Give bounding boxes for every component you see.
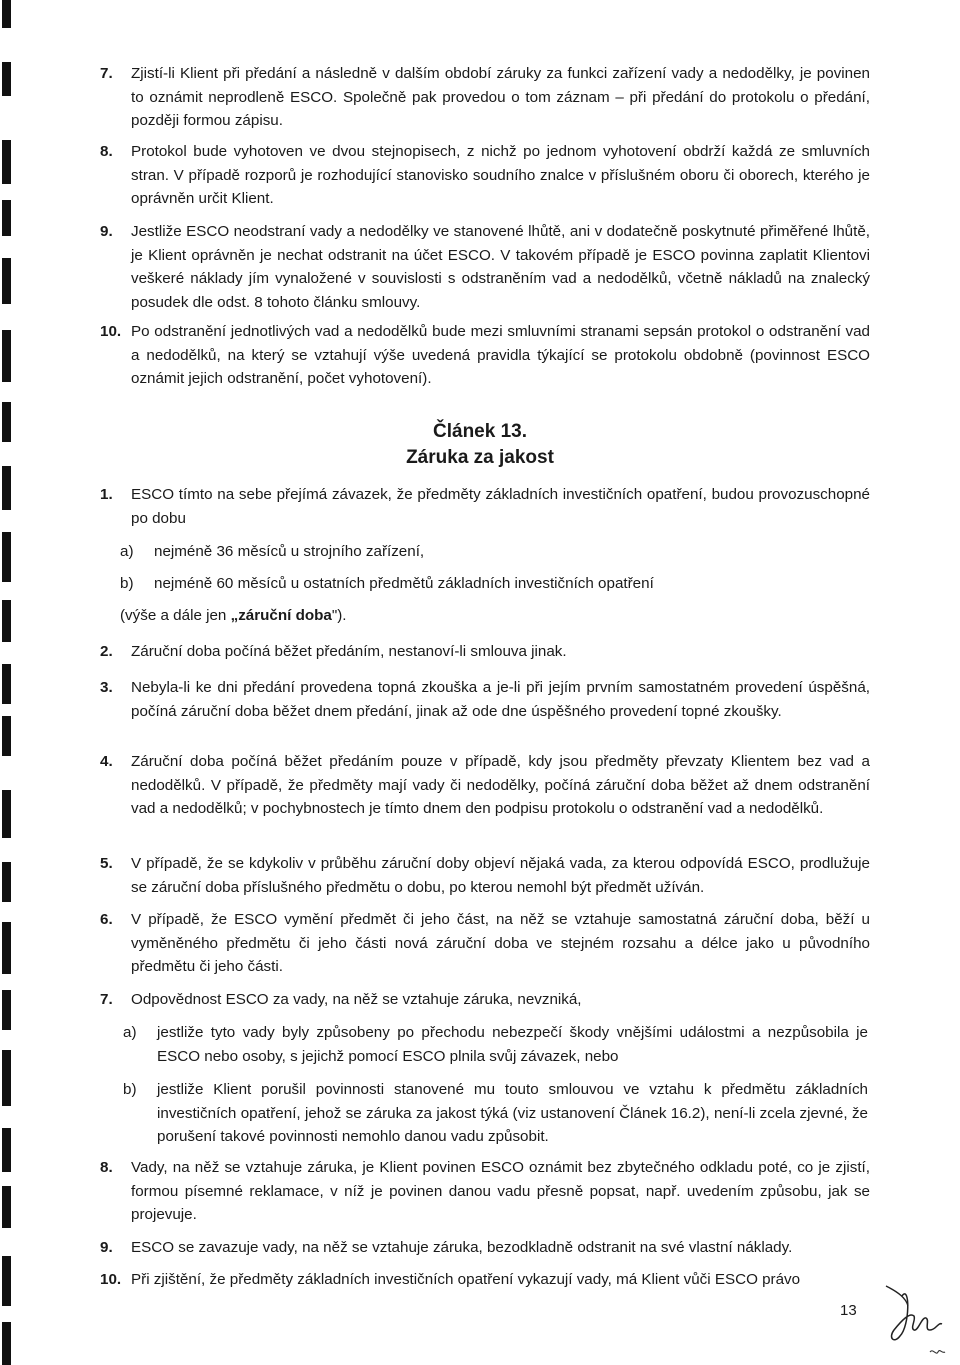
item-number: 6. xyxy=(100,911,113,928)
item-text: Záruční doba počíná běžet předáním, nestanoví-li smlouva jinak. xyxy=(131,643,567,660)
item-number: 9. xyxy=(100,1239,113,1256)
sub-item-text: nejméně 36 měsíců u strojního zařízení, xyxy=(154,543,425,560)
item-text: ESCO se zavazuje vady, na něž se vztahuje záruka, bezodkladně odstranit na své vlastní náklady. xyxy=(131,1239,793,1256)
page-number: 13 xyxy=(840,1302,857,1319)
article-number: Článek 13. xyxy=(433,421,527,442)
item-6 xyxy=(100,908,870,979)
item-number: 8. xyxy=(100,143,113,160)
item-number: 7. xyxy=(100,65,113,82)
item-4 xyxy=(100,750,870,821)
item-text: V případě, že ESCO vymění předmět či jeho část, na něž se vztahuje samostatná záruční doba, běží u vyměněného předmětu či jeho části nová záruční doba ve stejném rozsahu a délce jako u původního předmětu či jeho části. xyxy=(131,911,870,975)
handwritten-signature xyxy=(880,1276,950,1364)
item-8 xyxy=(100,1156,870,1227)
item-number: 1. xyxy=(100,486,113,503)
item-text: Odpovědnost ESCO za vady, na něž se vztahuje záruka, nevzniká, xyxy=(131,991,582,1008)
sub-item-text: jestliže Klient porušil povinnosti stanovené mu touto smlouvou ve vztahu k předmětu základních investičních opatření, jehož se záruka za jakost týká (viz ustanovení Článek 16.2), není-li zcela zjevné, že porušení takové povinnosti nemohlo danou vadu způsobit. xyxy=(157,1081,868,1145)
item-text: Nebyla-li ke dni předání provedena topná zkouška a je-li při jejím prvním samostatném provedení úspěšná, počíná záruční doba běžet dnem předání, jinak až ode dne úspěšného provedení topné zkoušky. xyxy=(131,679,870,720)
item-3 xyxy=(100,676,870,723)
item-number: 3. xyxy=(100,679,113,696)
item-text: V případě, že se kdykoliv v průběhu záruční doby objeví nějaká vada, za kterou odpovídá ESCO, prodlužuje se záruční doba příslušného předmětu o dobu, po kterou nemohl být předmět užíván. xyxy=(131,855,870,896)
item-text: Po odstranění jednotlivých vad a nedodělků bude mezi smluvními stranami sepsán protokol o odstranění vad a nedodělků, na který se vztahují výše uvedená pravidla týkající se protokolu obdobně (povinnost ESCO oznámit jejich odstranění, počet vyhotovení). xyxy=(131,323,870,387)
sub-item-text: nejméně 60 měsíců u ostatních předmětů základních investičních opatření xyxy=(154,575,654,592)
paragraph-8-prev xyxy=(100,140,870,211)
paragraph-9-prev xyxy=(100,220,870,314)
article-title: Záruka za jakost xyxy=(406,447,554,468)
note-prefix: (výše a dále jen xyxy=(120,607,231,624)
item-number: 2. xyxy=(100,643,113,660)
item-text: Jestliže ESCO neodstraní vady a nedodělky ve stanovené lhůtě, ani v dodatečně poskytnuté přiměřené lhůtě, je Klient oprávněn je nechat odstranit na účet ESCO. V takovém případě je ESCO povinna zaplatit Klientovi veškeré náklady jím vynaložené v souvislosti s odstraněním vad a nedodělků, včetně nákladů na znalecký posudek dle odst. 8 tohoto článku smlouvy. xyxy=(131,223,870,311)
item-number: 9. xyxy=(100,223,113,240)
warranty-definition-note xyxy=(120,604,347,628)
paragraph-7-prev xyxy=(100,62,870,133)
sub-item-letter: a) xyxy=(123,1024,137,1041)
note-term: „záruční doba xyxy=(230,607,332,624)
paragraph-10-prev xyxy=(100,320,870,391)
item-text: Při zjištění, že předměty základních investičních opatření vykazují vady, má Klient vůči ESCO právo xyxy=(131,1271,801,1288)
sub-item-letter: b) xyxy=(123,1081,137,1098)
item-10 xyxy=(100,1268,870,1292)
item-number: 10. xyxy=(100,1271,122,1288)
item-1a xyxy=(120,540,865,564)
item-9 xyxy=(100,1236,870,1260)
binding-marks xyxy=(0,0,16,1365)
sub-item-letter: a) xyxy=(120,543,134,560)
item-1 xyxy=(100,483,870,530)
item-text: ESCO tímto na sebe přejímá závazek, že předměty základních investičních opatření, budou provozuschopné po dobu xyxy=(131,486,870,527)
note-suffix: "). xyxy=(331,607,347,624)
item-7b xyxy=(123,1078,868,1149)
item-2 xyxy=(100,640,870,664)
item-text: Protokol bude vyhotoven ve dvou stejnopisech, z nichž po jednom vyhotovení obdrží každá ze smluvních stran. V případě rozporů je rozhodující stanovisko soudního znalce v příslušném oboru či oborech, kterého je oprávněn určit Klient. xyxy=(131,143,870,207)
sub-item-text: jestliže tyto vady byly způsobeny po přechodu nebezpečí škody vnějšími událostmi a nezpůsobila je ESCO nebo osoby, s jejichž pomocí ESCO plnila svůj závazek, nebo xyxy=(157,1024,868,1065)
item-5 xyxy=(100,852,870,899)
sub-item-letter: b) xyxy=(120,575,134,592)
item-1b xyxy=(120,572,865,596)
item-number: 7. xyxy=(100,991,113,1008)
item-number: 8. xyxy=(100,1159,113,1176)
item-text: Vady, na něž se vztahuje záruka, je Klient povinen ESCO oznámit bez zbytečného odkladu poté, co je zjistí, formou písemné reklamace, v níž je povinen danou vadu přesně popsat, např. uvedením způsobu, jak se projevuje. xyxy=(131,1159,870,1223)
item-number: 4. xyxy=(100,753,113,770)
item-text: Záruční doba počíná běžet předáním pouze v případě, kdy jsou předměty převzaty Klientem bez vad a nedodělků. V případě, že předměty mají vady či nedodělky, počíná záruční doba běžet až dnem odstranění vad a nedodělků; v pochybnostech je tímto dnem den podpisu protokolu o odstranění vad a nedodělků. xyxy=(131,753,870,817)
item-7 xyxy=(100,988,870,1012)
item-number: 10. xyxy=(100,323,122,340)
item-7a xyxy=(123,1021,868,1068)
item-text: Zjistí-li Klient při předání a následně v dalším období záruky za funkci zařízení vady a nedodělky, je povinen to oznámit neprodleně ESCO. Společně pak provedou o tom záznam – při předání do protokolu o předání, později formou zápisu. xyxy=(131,65,870,129)
item-number: 5. xyxy=(100,855,113,872)
